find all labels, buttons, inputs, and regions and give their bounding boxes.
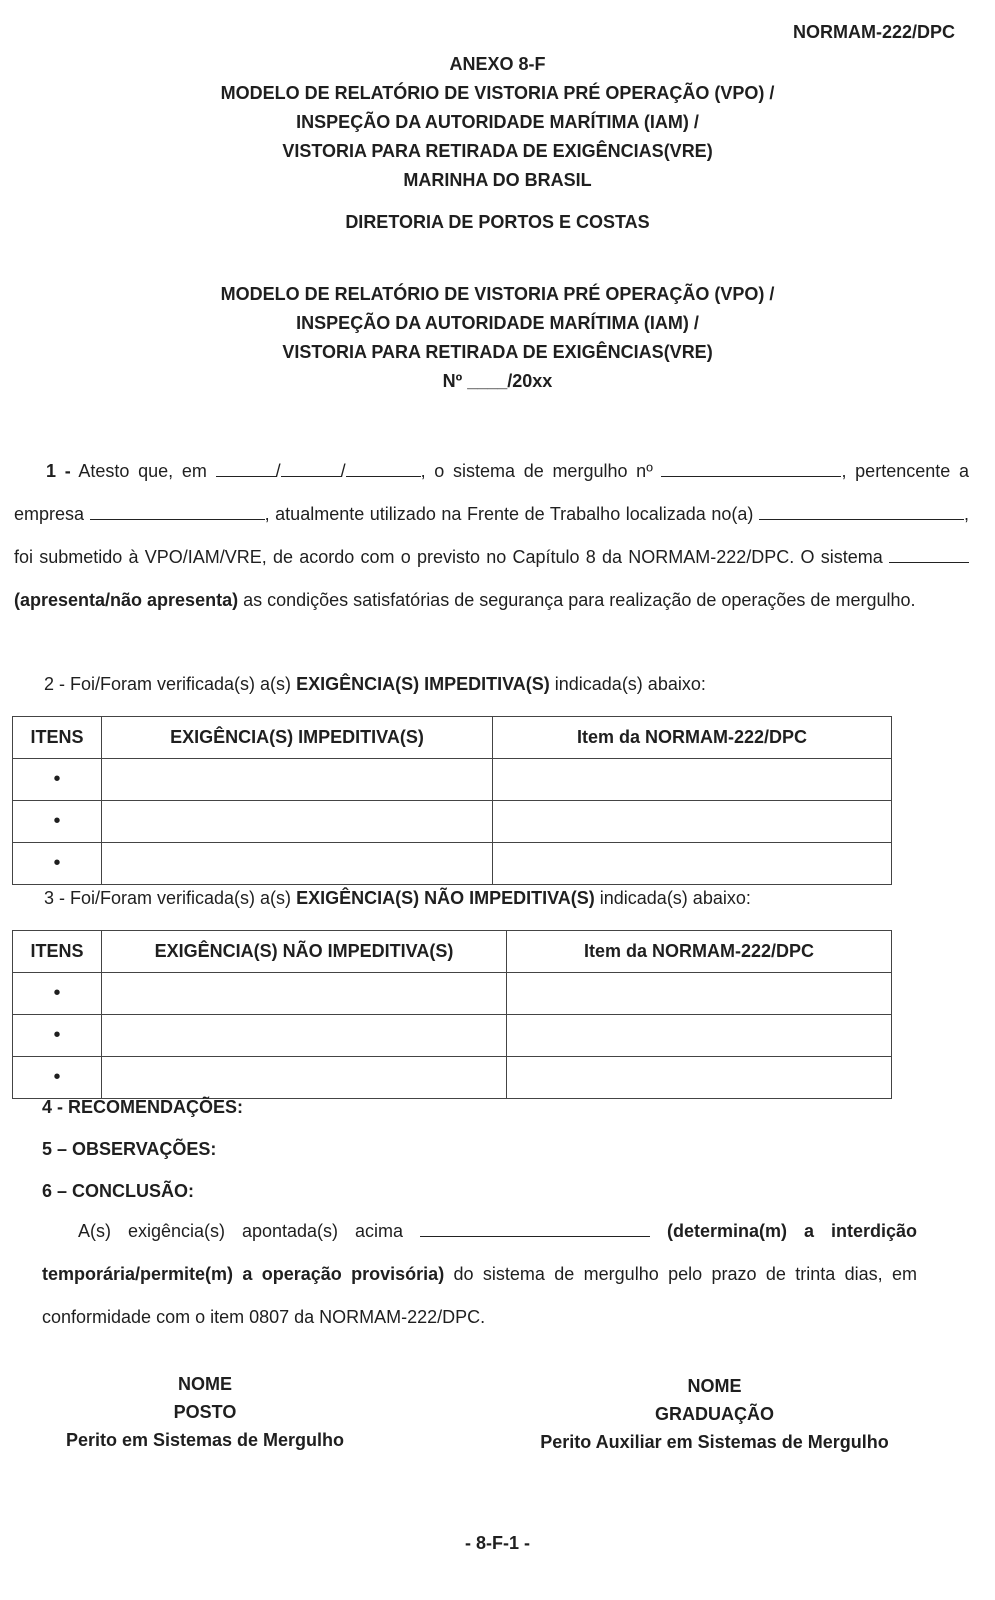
impeditive-requirements-table <box>12 716 892 885</box>
section-3-bold: EXIGÊNCIA(S) NÃO IMPEDITIVA(S) <box>296 888 595 908</box>
section-1-text-2: , o sistema de mergulho nº <box>420 461 653 481</box>
section-1-text-1: Atesto que, em <box>78 461 207 481</box>
report-title-block <box>0 280 995 396</box>
table-header-normam-item: Item da NORMAM-222/DPC <box>493 717 892 759</box>
page-number: - 8-F-1 - <box>465 1533 530 1553</box>
normam-item-cell[interactable] <box>507 1015 892 1057</box>
bullet-cell: • <box>13 843 102 885</box>
bullet-cell: • <box>13 1015 102 1057</box>
directorate-name: DIRETORIA DE PORTOS E COSTAS <box>345 212 650 232</box>
signature-block-right <box>512 1372 917 1456</box>
conclusion-bold: (determina(m) a interdição temporária/permite(m) a operação provisória) <box>42 1221 917 1284</box>
bullet-cell: • <box>13 973 102 1015</box>
bullet-cell: • <box>13 759 102 801</box>
table-row <box>13 1057 892 1099</box>
report-title-line-3: VISTORIA PARA RETIRADA DE EXIGÊNCIAS(VRE) <box>282 342 713 362</box>
bullet-cell: • <box>13 801 102 843</box>
recommendations-heading: 4 - RECOMENDAÇÕES: <box>42 1097 244 1117</box>
section-1-paragraph: 1 - Atesto que, em / / , o sistema de mergulho nº , pertencente a empresa , atualmente utilizado na Frente de Trabalho localizada no(a) , foi submetido à VPO/IAM/VRE, de acordo com o previsto no Capítulo 8 da NORMAM-222/DPC. O sistema (apresenta/não apresenta) as condições satisfatórias de segurança para realização de operações de mergulho. <box>14 461 969 610</box>
section-1-text-3: pertencente a empresa <box>14 461 969 524</box>
signature-block-left <box>40 1370 370 1454</box>
normam-item-cell[interactable] <box>493 759 892 801</box>
section-1-number: 1 - <box>46 461 71 481</box>
conclusion-text-1: A(s) exigência(s) apontada(s) acima <box>78 1221 404 1241</box>
normam-item-cell[interactable] <box>493 801 892 843</box>
table-header-itens: ITENS <box>13 717 102 759</box>
annex-title: ANEXO 8-F <box>449 54 546 74</box>
organization-name: MARINHA DO BRASIL <box>403 170 592 190</box>
normam-item-cell[interactable] <box>507 973 892 1015</box>
table-row <box>13 1015 892 1057</box>
observations-heading: 5 – OBSERVAÇÕES: <box>42 1139 217 1159</box>
date-month-blank[interactable] <box>281 462 341 477</box>
section-1-text-4: , atualmente utilizado na Frente de Trabalho localizada no(a) <box>264 504 754 524</box>
table-header-requirements: EXIGÊNCIA(S) IMPEDITIVA(S) <box>102 717 493 759</box>
table-header-requirements: EXIGÊNCIA(S) NÃO IMPEDITIVA(S) <box>102 931 507 973</box>
section-1-bold-option: (apresenta/não apresenta) <box>14 590 239 610</box>
table-header-row <box>13 931 892 973</box>
signature-left-rank: POSTO <box>173 1402 237 1422</box>
date-year-blank[interactable] <box>346 462 421 477</box>
table-header-normam-item: Item da NORMAM-222/DPC <box>507 931 892 973</box>
signature-right-role: Perito Auxiliar em Sistemas de Mergulho <box>540 1432 889 1452</box>
requirement-cell[interactable] <box>102 973 507 1015</box>
normam-item-cell[interactable] <box>493 843 892 885</box>
annex-header <box>0 50 995 195</box>
section-2-bold: EXIGÊNCIA(S) IMPEDITIVA(S) <box>296 674 550 694</box>
requirement-cell[interactable] <box>102 801 493 843</box>
section-3-heading <box>44 888 751 909</box>
section-1-text-5: , foi submetido à VPO/IAM/VRE, de acordo com o previsto no Capítulo 8 da NORMAM-222/DPC. O sistema <box>14 504 969 567</box>
normam-item-cell[interactable] <box>507 1057 892 1099</box>
diving-system-number-blank[interactable] <box>661 462 841 477</box>
requirement-cell[interactable] <box>102 843 493 885</box>
work-front-location-blank[interactable] <box>759 505 964 520</box>
table-row <box>13 801 892 843</box>
conclusion-heading: 6 – CONCLUSÃO: <box>42 1181 195 1201</box>
report-title-line-2: INSPEÇÃO DA AUTORIDADE MARÍTIMA (IAM) / <box>296 313 699 333</box>
section-3-suffix: indicada(s) abaixo: <box>599 888 751 908</box>
signature-left-role: Perito em Sistemas de Mergulho <box>65 1430 345 1450</box>
report-title-line-1: MODELO DE RELATÓRIO DE VISTORIA PRÉ OPERAÇÃO (VPO) / <box>220 284 775 304</box>
annex-subtitle-line-2: INSPEÇÃO DA AUTORIDADE MARÍTIMA (IAM) / <box>296 112 699 132</box>
section-3-prefix: 3 - Foi/Foram verificada(s) a(s) <box>44 888 292 908</box>
table-row <box>13 973 892 1015</box>
report-number: Nº ____/20xx <box>442 371 553 391</box>
signature-right-grade: GRADUAÇÃO <box>655 1404 774 1424</box>
section-1-text-6: as condições satisfatórias de segurança para realização de operações de mergulho. <box>243 590 916 610</box>
annex-subtitle-line-3: VISTORIA PARA RETIRADA DE EXIGÊNCIAS(VRE) <box>282 141 713 161</box>
company-name-blank[interactable] <box>90 505 265 520</box>
table-row <box>13 759 892 801</box>
bullet-cell: • <box>13 1057 102 1099</box>
section-2-heading <box>44 674 706 695</box>
table-row <box>13 843 892 885</box>
annex-subtitle-line-1: MODELO DE RELATÓRIO DE VISTORIA PRÉ OPERAÇÃO (VPO) / <box>220 83 775 103</box>
requirement-cell[interactable] <box>102 759 493 801</box>
section-2-suffix: indicada(s) abaixo: <box>554 674 706 694</box>
date-day-blank[interactable] <box>216 462 276 477</box>
non-impeditive-requirements-table <box>12 930 892 1099</box>
directorate-header <box>0 208 995 237</box>
table-header-itens: ITENS <box>13 931 102 973</box>
signature-left-name: NOME <box>178 1374 232 1394</box>
section-2-prefix: 2 - Foi/Foram verificada(s) a(s) <box>44 674 292 694</box>
requirement-cell[interactable] <box>102 1015 507 1057</box>
table-header-row <box>13 717 892 759</box>
document-code: NORMAM-222/DPC <box>792 22 955 42</box>
system-status-blank[interactable] <box>889 548 969 563</box>
conclusion-blank[interactable] <box>420 1222 650 1237</box>
conclusion-paragraph <box>42 1210 917 1339</box>
requirement-cell[interactable] <box>102 1057 507 1099</box>
conclusion-text-2: do sistema de mergulho pelo prazo de trinta dias, em conformidade com o item 0807 da NORMAM-222/DPC. <box>42 1264 917 1327</box>
signature-right-name: NOME <box>687 1376 742 1396</box>
